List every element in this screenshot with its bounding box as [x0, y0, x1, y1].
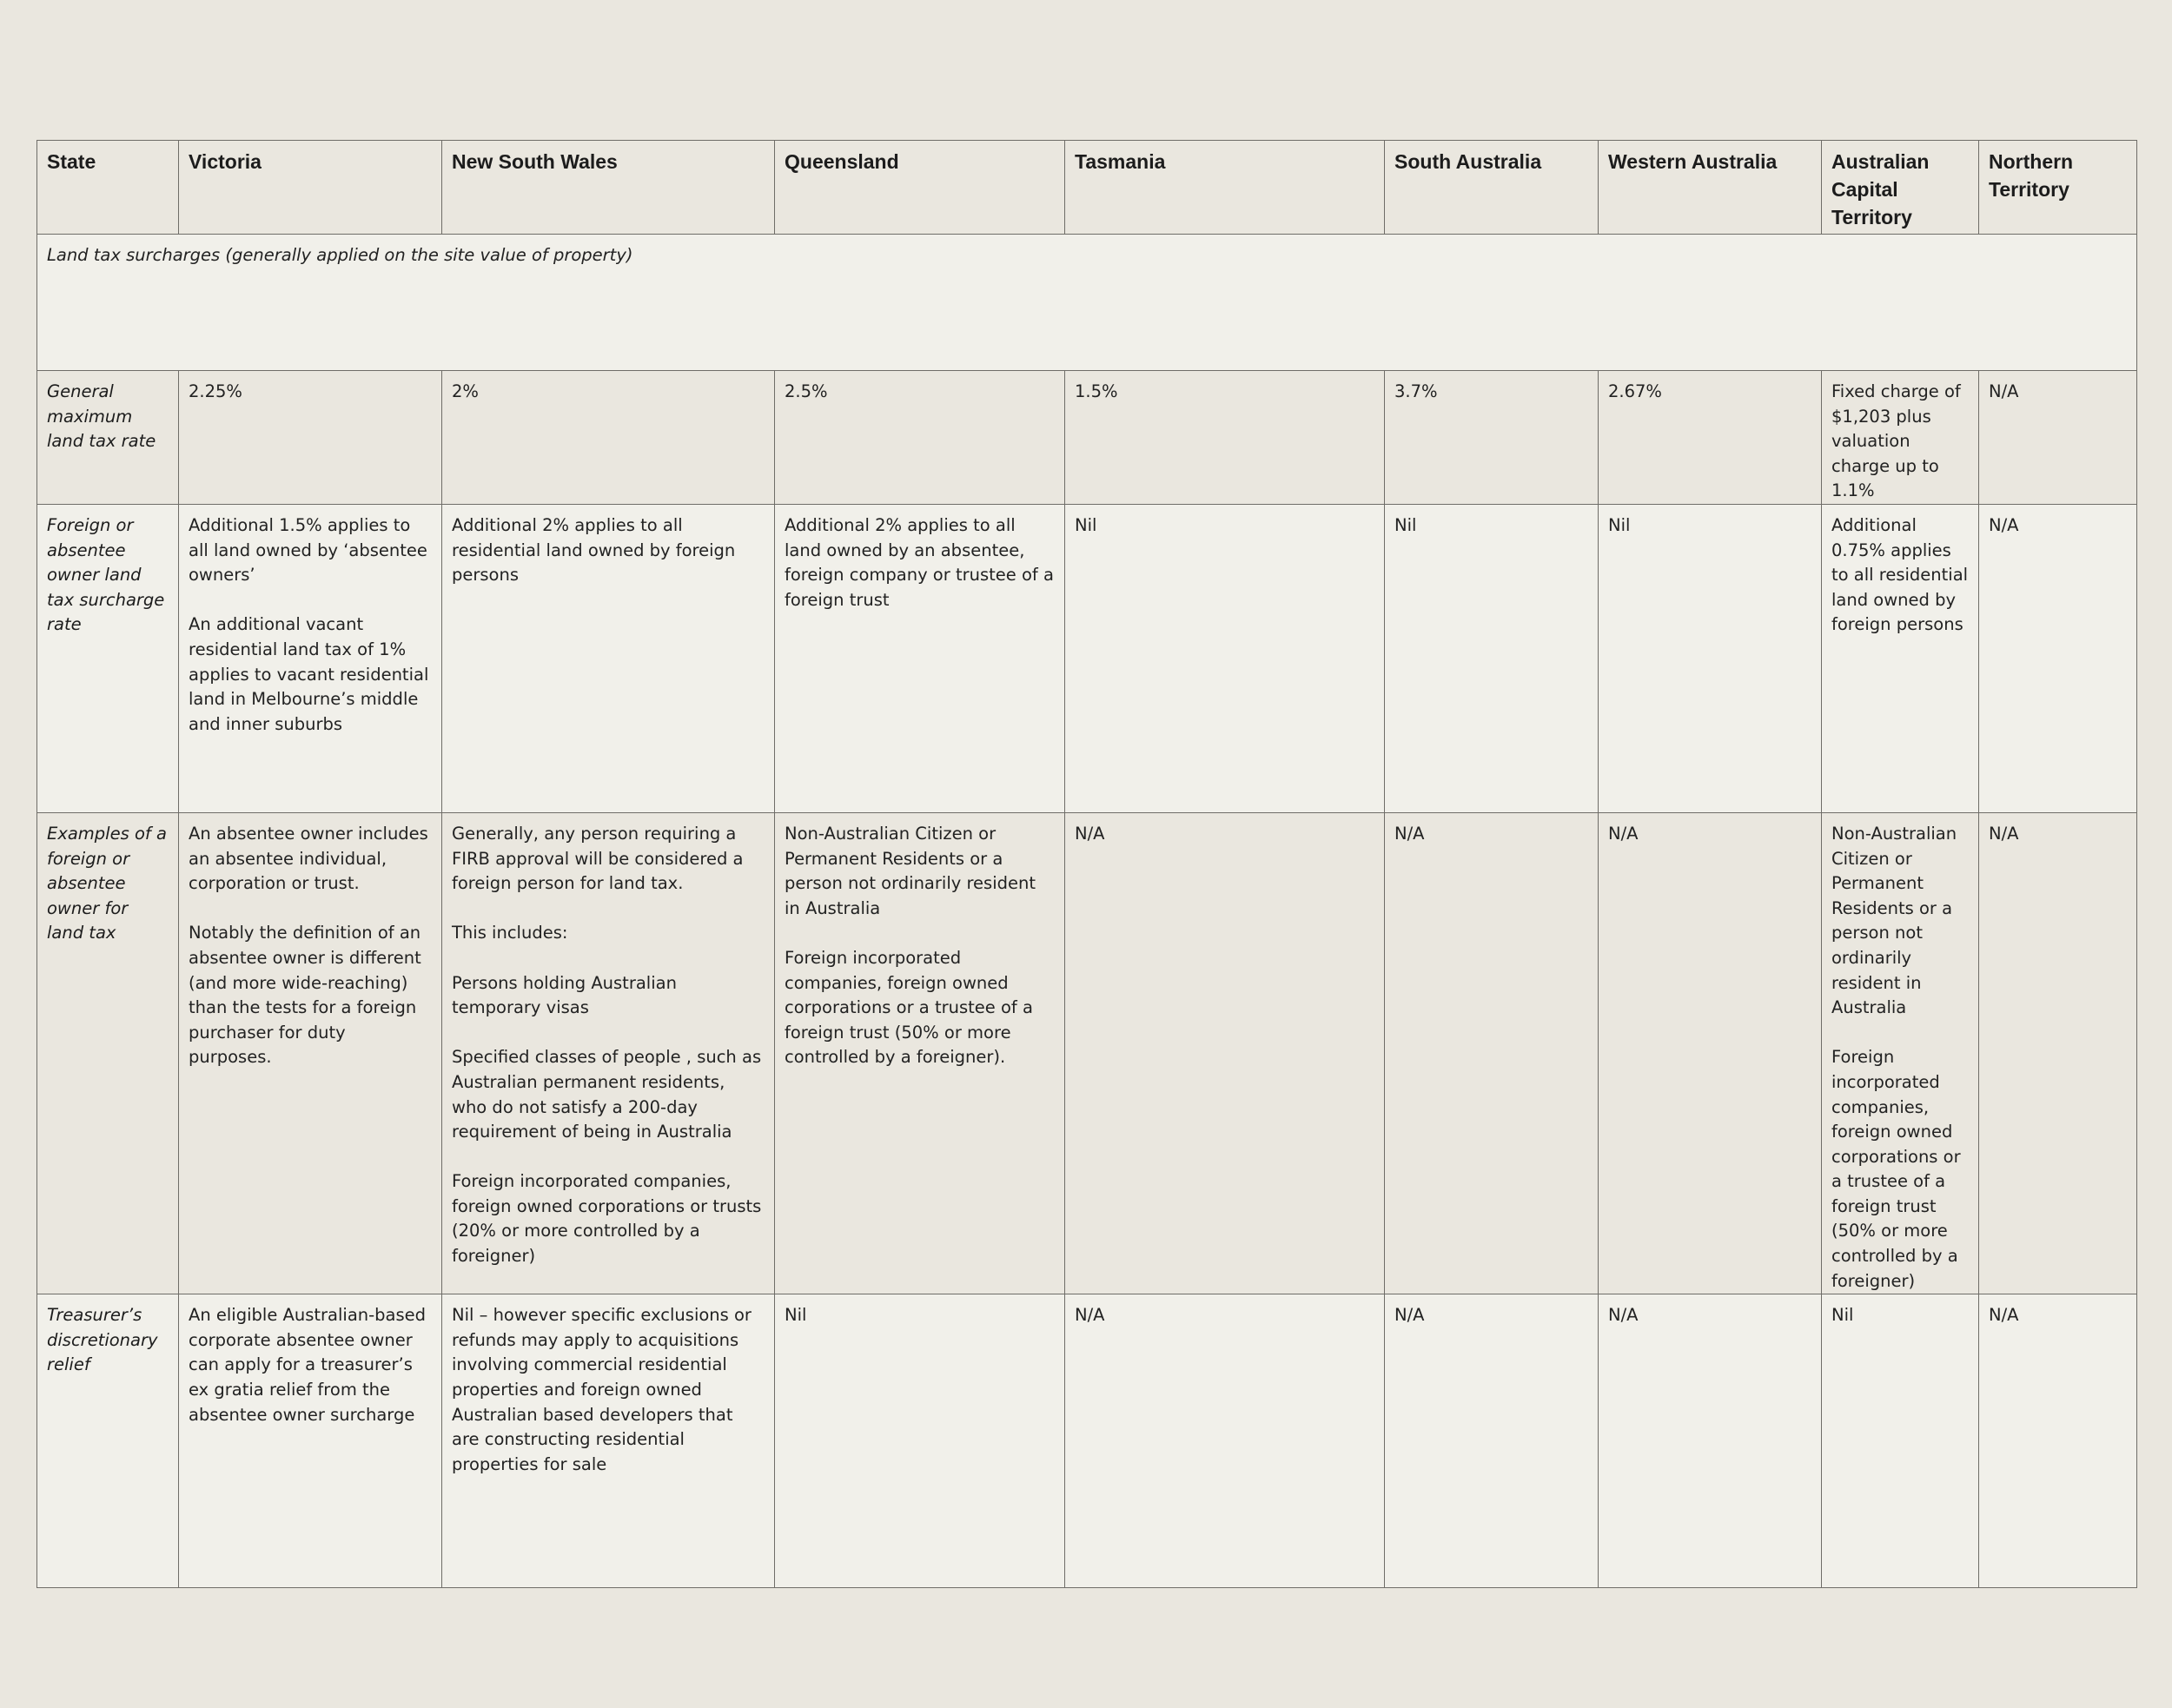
column-header-victoria: Victoria: [179, 141, 442, 235]
column-header-western-australia: Western Australia: [1599, 141, 1822, 235]
column-header-state: State: [37, 141, 179, 235]
column-header-northern-territory: Northern Territory: [1979, 141, 2137, 235]
table-cell: Additional 0.75% applies to all residential land owned by foreign persons: [1822, 504, 1979, 812]
table-cell: N/A: [1979, 504, 2137, 812]
table-cell: N/A: [1979, 812, 2137, 1294]
table-cell: Additional 1.5% applies to all land owned by ‘absentee owners’ An additional vacant residential land tax of 1% applies to vacant residential land in Melbourne’s middle and inner suburbs: [179, 504, 442, 812]
column-header-tasmania: Tasmania: [1065, 141, 1385, 235]
table-cell: N/A: [1065, 1294, 1385, 1588]
table-cell: Nil: [1065, 504, 1385, 812]
table-row-surcharge-rate: [37, 504, 2137, 812]
table-row-examples: [37, 812, 2137, 1294]
table-cell: 2%: [442, 371, 775, 505]
table-cell: N/A: [1385, 812, 1599, 1294]
column-header-act: Australian Capital Territory: [1822, 141, 1979, 235]
table-cell: Non-Australian Citizen or Permanent Residents or a person not ordinarily resident in Australia Foreign incorporated companies, foreign owned corporations or a trustee of a foreign trust (50% or more controlled by a foreigner).: [775, 812, 1065, 1294]
table-cell: N/A: [1385, 1294, 1599, 1588]
section-title: Land tax surcharges (generally applied on the site value of property): [37, 235, 2137, 371]
table-cell: Generally, any person requiring a FIRB approval will be considered a foreign person for land tax. This includes: Persons holding Australian temporary visas Specified classes of people , such as Australian permanent residents, who do not satisfy a 200-day requirement of being in Australia Foreign incorporated companies, foreign owned corporations or trusts (20% or more controlled by a foreigner): [442, 812, 775, 1294]
table-cell: N/A: [1065, 812, 1385, 1294]
table-cell: N/A: [1979, 371, 2137, 505]
table-cell: Additional 2% applies to all land owned by an absentee, foreign company or trustee of a foreign trust: [775, 504, 1065, 812]
table-cell: Nil – however specific exclusions or refunds may apply to acquisitions involving commercial residential properties and foreign owned Australian based developers that are constructing residential properties for sale: [442, 1294, 775, 1588]
table-cell: N/A: [1979, 1294, 2137, 1588]
table-cell: Nil: [1599, 504, 1822, 812]
table-cell: An eligible Australian-based corporate absentee owner can apply for a treasurer’s ex gratia relief from the absentee owner surcharge: [179, 1294, 442, 1588]
row-label: Examples of a foreign or absentee owner for land tax: [37, 812, 179, 1294]
table-cell: Fixed charge of $1,203 plus valuation charge up to 1.1%: [1822, 371, 1979, 505]
column-header-new-south-wales: New South Wales: [442, 141, 775, 235]
table-cell: N/A: [1599, 1294, 1822, 1588]
table-cell: 3.7%: [1385, 371, 1599, 505]
table-row-general-max-rate: [37, 371, 2137, 505]
table-cell: 2.25%: [179, 371, 442, 505]
table-cell: 2.67%: [1599, 371, 1822, 505]
table-cell: Nil: [775, 1294, 1065, 1588]
row-label: Foreign or absentee owner land tax surcharge rate: [37, 504, 179, 812]
table-cell: N/A: [1599, 812, 1822, 1294]
table-cell: 2.5%: [775, 371, 1065, 505]
land-tax-comparison-table: [36, 140, 2137, 1588]
table-row-discretionary-relief: [37, 1294, 2137, 1588]
row-label: Treasurer’s discretionary relief: [37, 1294, 179, 1588]
table-cell: Non-Australian Citizen or Permanent Residents or a person not ordinarily resident in Australia Foreign incorporated companies, foreign owned corporations or a trustee of a foreign trust (50% or more controlled by a foreigner): [1822, 812, 1979, 1294]
table-cell: Nil: [1822, 1294, 1979, 1588]
section-row: [37, 235, 2137, 371]
column-header-queensland: Queensland: [775, 141, 1065, 235]
table-cell: Additional 2% applies to all residential land owned by foreign persons: [442, 504, 775, 812]
column-header-south-australia: South Australia: [1385, 141, 1599, 235]
table-cell: An absentee owner includes an absentee individual, corporation or trust. Notably the definition of an absentee owner is different (and more wide-reaching) than the tests for a foreign purchaser for duty purposes.: [179, 812, 442, 1294]
row-label: General maximum land tax rate: [37, 371, 179, 505]
table-cell: Nil: [1385, 504, 1599, 812]
table-cell: 1.5%: [1065, 371, 1385, 505]
header-row: [37, 141, 2137, 235]
